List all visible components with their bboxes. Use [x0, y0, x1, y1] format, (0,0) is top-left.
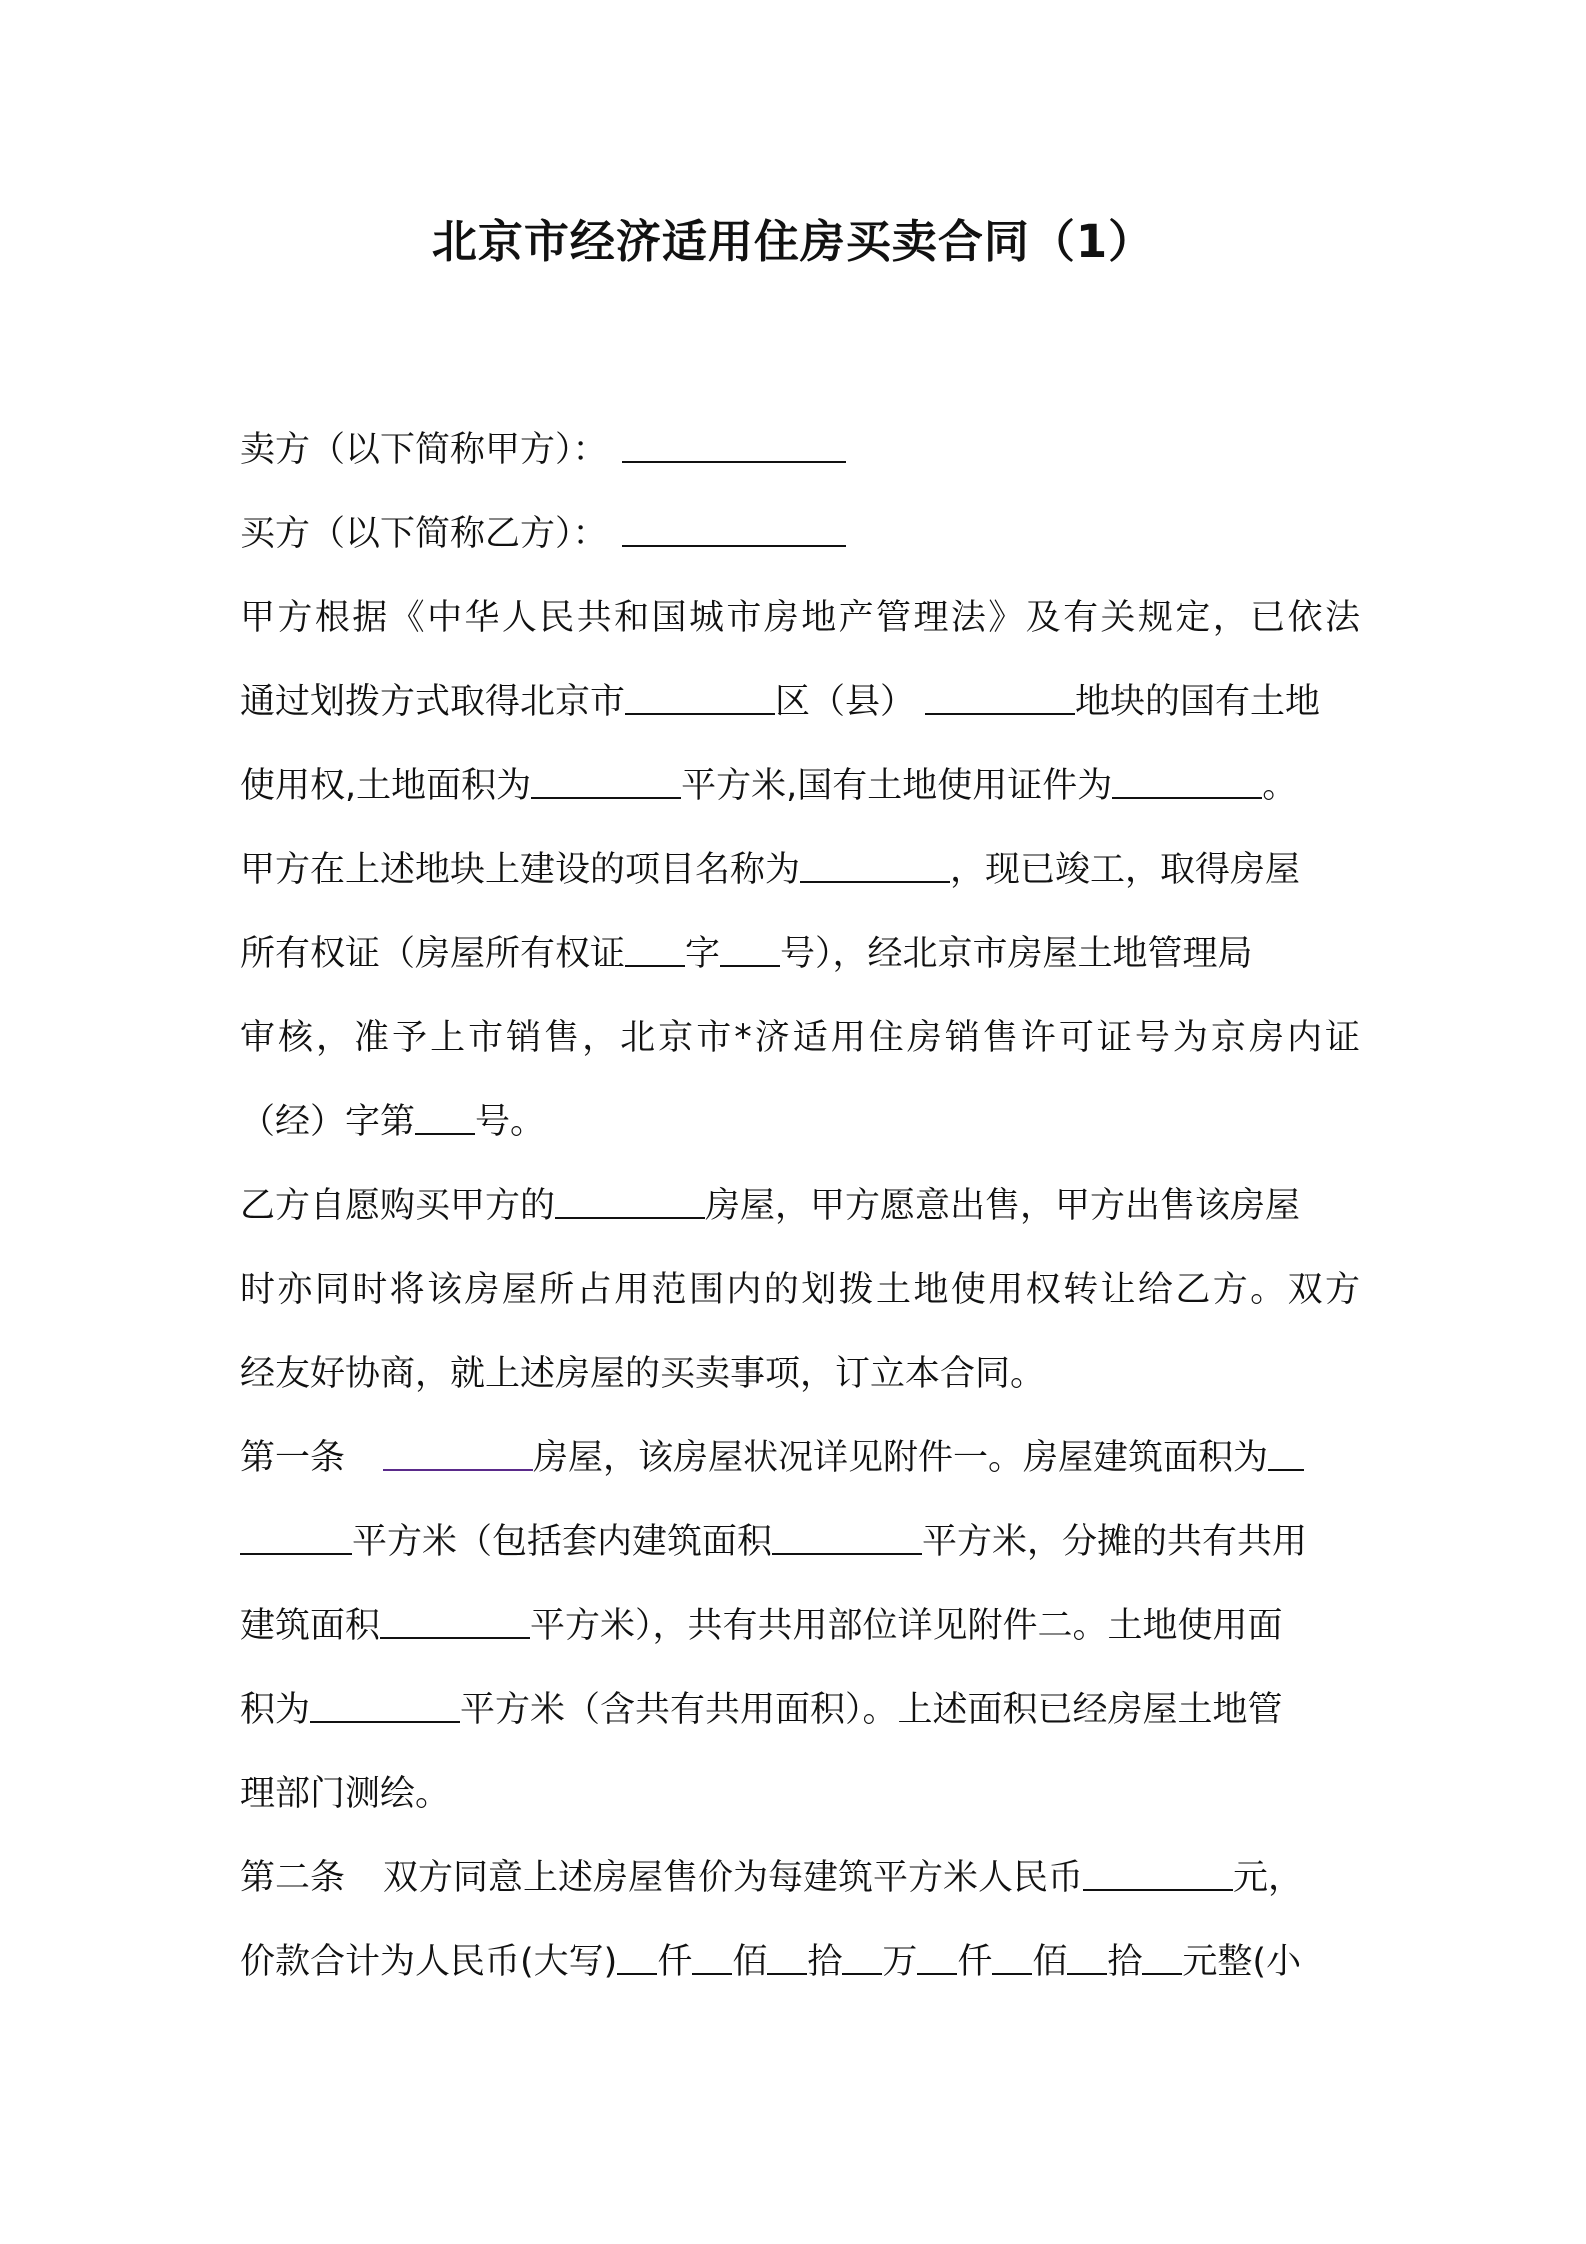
para1-line7: （经）字第 号。: [240, 1080, 1360, 1164]
para1-line1: 甲方根据《中华人民共和国城市房地产管理法》及有关规定，已依法: [240, 598, 1360, 638]
buyer-line: [240, 492, 1360, 576]
para2-line3: 经友好协商，就上述房屋的买卖事项，订立本合同。: [240, 1354, 1046, 1394]
para2-line1: 乙方自愿购买甲方的 房屋，甲方愿意出售，甲方出售该房屋: [240, 1164, 1360, 1248]
amount-blank: [692, 1939, 732, 1975]
document-body: [240, 408, 1360, 2004]
article2-line1: 第二条 双方同意上述房屋售价为每建筑平方米人民币 元，: [240, 1836, 1360, 1920]
building-area-blank-end: [240, 1519, 352, 1555]
building-area-blank-start: [1268, 1435, 1304, 1471]
amount-blank: [842, 1939, 882, 1975]
para2-line2: 时亦同时将该房屋所占用范围内的划拨土地使用权转让给乙方。双方: [240, 1270, 1360, 1310]
amount-blank: [1067, 1939, 1107, 1975]
para1-line2: 通过划拨方式取得北京市 区（县） 地块的国有土地: [240, 660, 1360, 744]
document-title: 北京市经济适用住房买卖合同（1）: [431, 215, 1155, 268]
district-blank: [625, 679, 775, 715]
buyer-blank: [622, 511, 846, 547]
plot-blank: [925, 679, 1075, 715]
amount-blank: [1142, 1939, 1182, 1975]
article1-line2: 平方米（包括套内建筑面积 平方米，分摊的共有共用: [240, 1500, 1360, 1584]
seller-blank: [622, 427, 846, 463]
article1-line5: 理部门测绘。: [240, 1774, 451, 1814]
seller-label: 卖方（以下简称甲方）：: [240, 430, 608, 470]
para1-line6: 审核，准予上市销售，北京市*济适用住房销售许可证号为京房内证: [240, 1018, 1360, 1058]
para1-line5: 所有权证（房屋所有权证 字 号），经北京市房屋土地管理局: [240, 912, 1360, 996]
land-use-area-blank: [310, 1687, 460, 1723]
article1-line1: 第一条 房屋，该房屋状况详见附件一。房屋建筑面积为: [240, 1416, 1360, 1500]
house-blank: [555, 1183, 705, 1219]
amount-blank: [767, 1939, 807, 1975]
para1-line4: 甲方在上述地块上建设的项目名称为 ，现已竣工，取得房屋: [240, 828, 1360, 912]
shared-area-blank: [380, 1603, 530, 1639]
buyer-label: 买方（以下简称乙方）：: [240, 514, 608, 554]
land-cert-blank: [1112, 763, 1262, 799]
article2-label: 第二条: [240, 1858, 346, 1898]
article1-label: 第一条: [240, 1438, 346, 1478]
amount-blank: [992, 1939, 1032, 1975]
amount-blank: [617, 1939, 657, 1975]
inner-area-blank: [772, 1519, 922, 1555]
permit-number-blank: [415, 1099, 475, 1135]
article1-line4: 积为 平方米（含共有共用面积）。上述面积已经房屋土地管: [240, 1668, 1360, 1752]
unit-price-blank: [1083, 1855, 1233, 1891]
project-name-blank: [800, 847, 950, 883]
article1-line3: 建筑面积 平方米），共有共用部位详见附件二。土地使用面: [240, 1584, 1360, 1668]
cert-hao-blank: [720, 931, 780, 967]
land-area-blank: [531, 763, 681, 799]
seller-line: [240, 408, 1360, 492]
article1-house-blank: [383, 1435, 533, 1471]
para1-line3: 使用权,土地面积为 平方米,国有土地使用证件为 。: [240, 744, 1360, 828]
amount-blank: [917, 1939, 957, 1975]
article2-line2: 价款合计为人民币(大写) 仟 佰 拾 万 仟 佰 拾 元整(小: [240, 1920, 1360, 2004]
cert-zi-blank: [625, 931, 685, 967]
